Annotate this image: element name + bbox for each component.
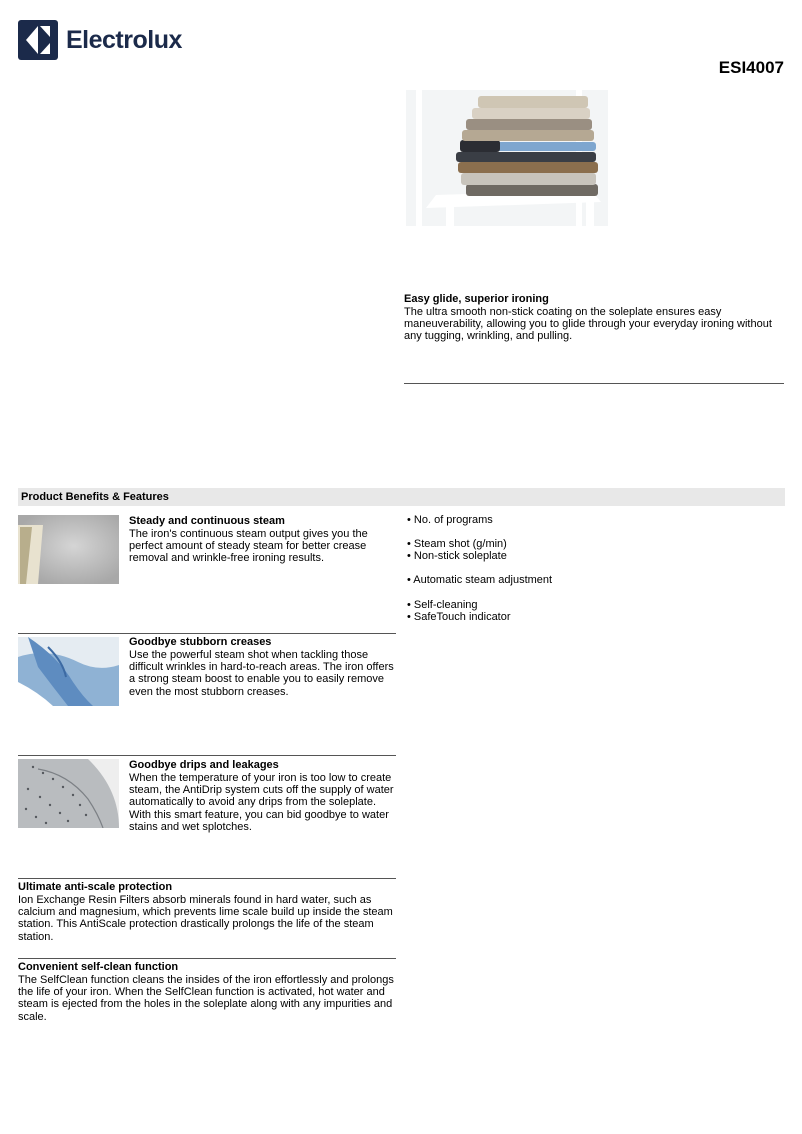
feature-body: Use the powerful steam shot when tackling those difficult wrinkles in hard-to-reach areas. The iron offers a strong steam boost to enable you to easily remove even the most stubborn creases. <box>129 649 394 698</box>
brand-logo <box>18 20 188 60</box>
electrolux-logo-icon <box>18 20 58 60</box>
section-title: Product Benefits & Features <box>21 491 169 503</box>
spec-item: • Steam shot (g/min) <box>407 538 507 550</box>
feature-title: Steady and continuous steam <box>129 515 285 527</box>
spec-item: • No. of programs <box>407 514 493 526</box>
hero-divider <box>404 383 784 384</box>
feature-body: The iron's continuous steam output gives you the perfect amount of steady steam for better crease removal and wrinkle-free ironing results. <box>129 528 368 565</box>
brand-name: Electrolux <box>66 25 182 54</box>
feature-divider <box>18 633 396 634</box>
spec-item: • Non-stick soleplate <box>407 550 507 562</box>
feature-divider <box>18 878 396 879</box>
feature-divider <box>18 755 396 756</box>
text-feature-title: Convenient self-clean function <box>18 961 179 973</box>
blue-shirt-thumbnail <box>18 637 119 706</box>
feature-title: Goodbye drips and leakages <box>129 759 279 771</box>
text-feature-title: Ultimate anti-scale protection <box>18 881 173 893</box>
hero-title: Easy glide, superior ironing <box>404 293 549 305</box>
folded-clothes-image <box>406 90 608 226</box>
steam-iron-thumbnail <box>18 515 119 584</box>
model-number: ESI4007 <box>718 58 784 77</box>
soleplate-thumbnail <box>18 759 119 828</box>
feature-divider <box>18 958 396 959</box>
text-feature-body: The SelfClean function cleans the insides of the iron effortlessly and prolongs the life of your iron. When the SelfClean function is activated, hot water and steam is ejected from the holes in the soleplate along with any impurities and scale. <box>18 974 394 1023</box>
spec-item: • SafeTouch indicator <box>407 611 511 623</box>
spec-item: • Self-cleaning <box>407 599 478 611</box>
text-feature-body: Ion Exchange Resin Filters absorb minerals found in hard water, such as calcium and magnesium, which prevents lime scale build up inside the steam station. This AntiScale protection drastically prolongs the life of the steam station. <box>18 894 393 943</box>
spec-item: • Automatic steam adjustment <box>407 574 553 586</box>
feature-title: Goodbye stubborn creases <box>129 636 272 648</box>
feature-body: When the temperature of your iron is too low to create steam, the AntiDrip system cuts off the supply of water automatically to avoid any drips from the soleplate. With this smart feature, you can bid goodbye to water stains and wet splotches. <box>129 772 394 833</box>
hero-body: The ultra smooth non-stick coating on the soleplate ensures easy maneuverability, allowing you to glide through your everyday ironing without any tugging, wrinkling, and pulling. <box>404 306 772 342</box>
